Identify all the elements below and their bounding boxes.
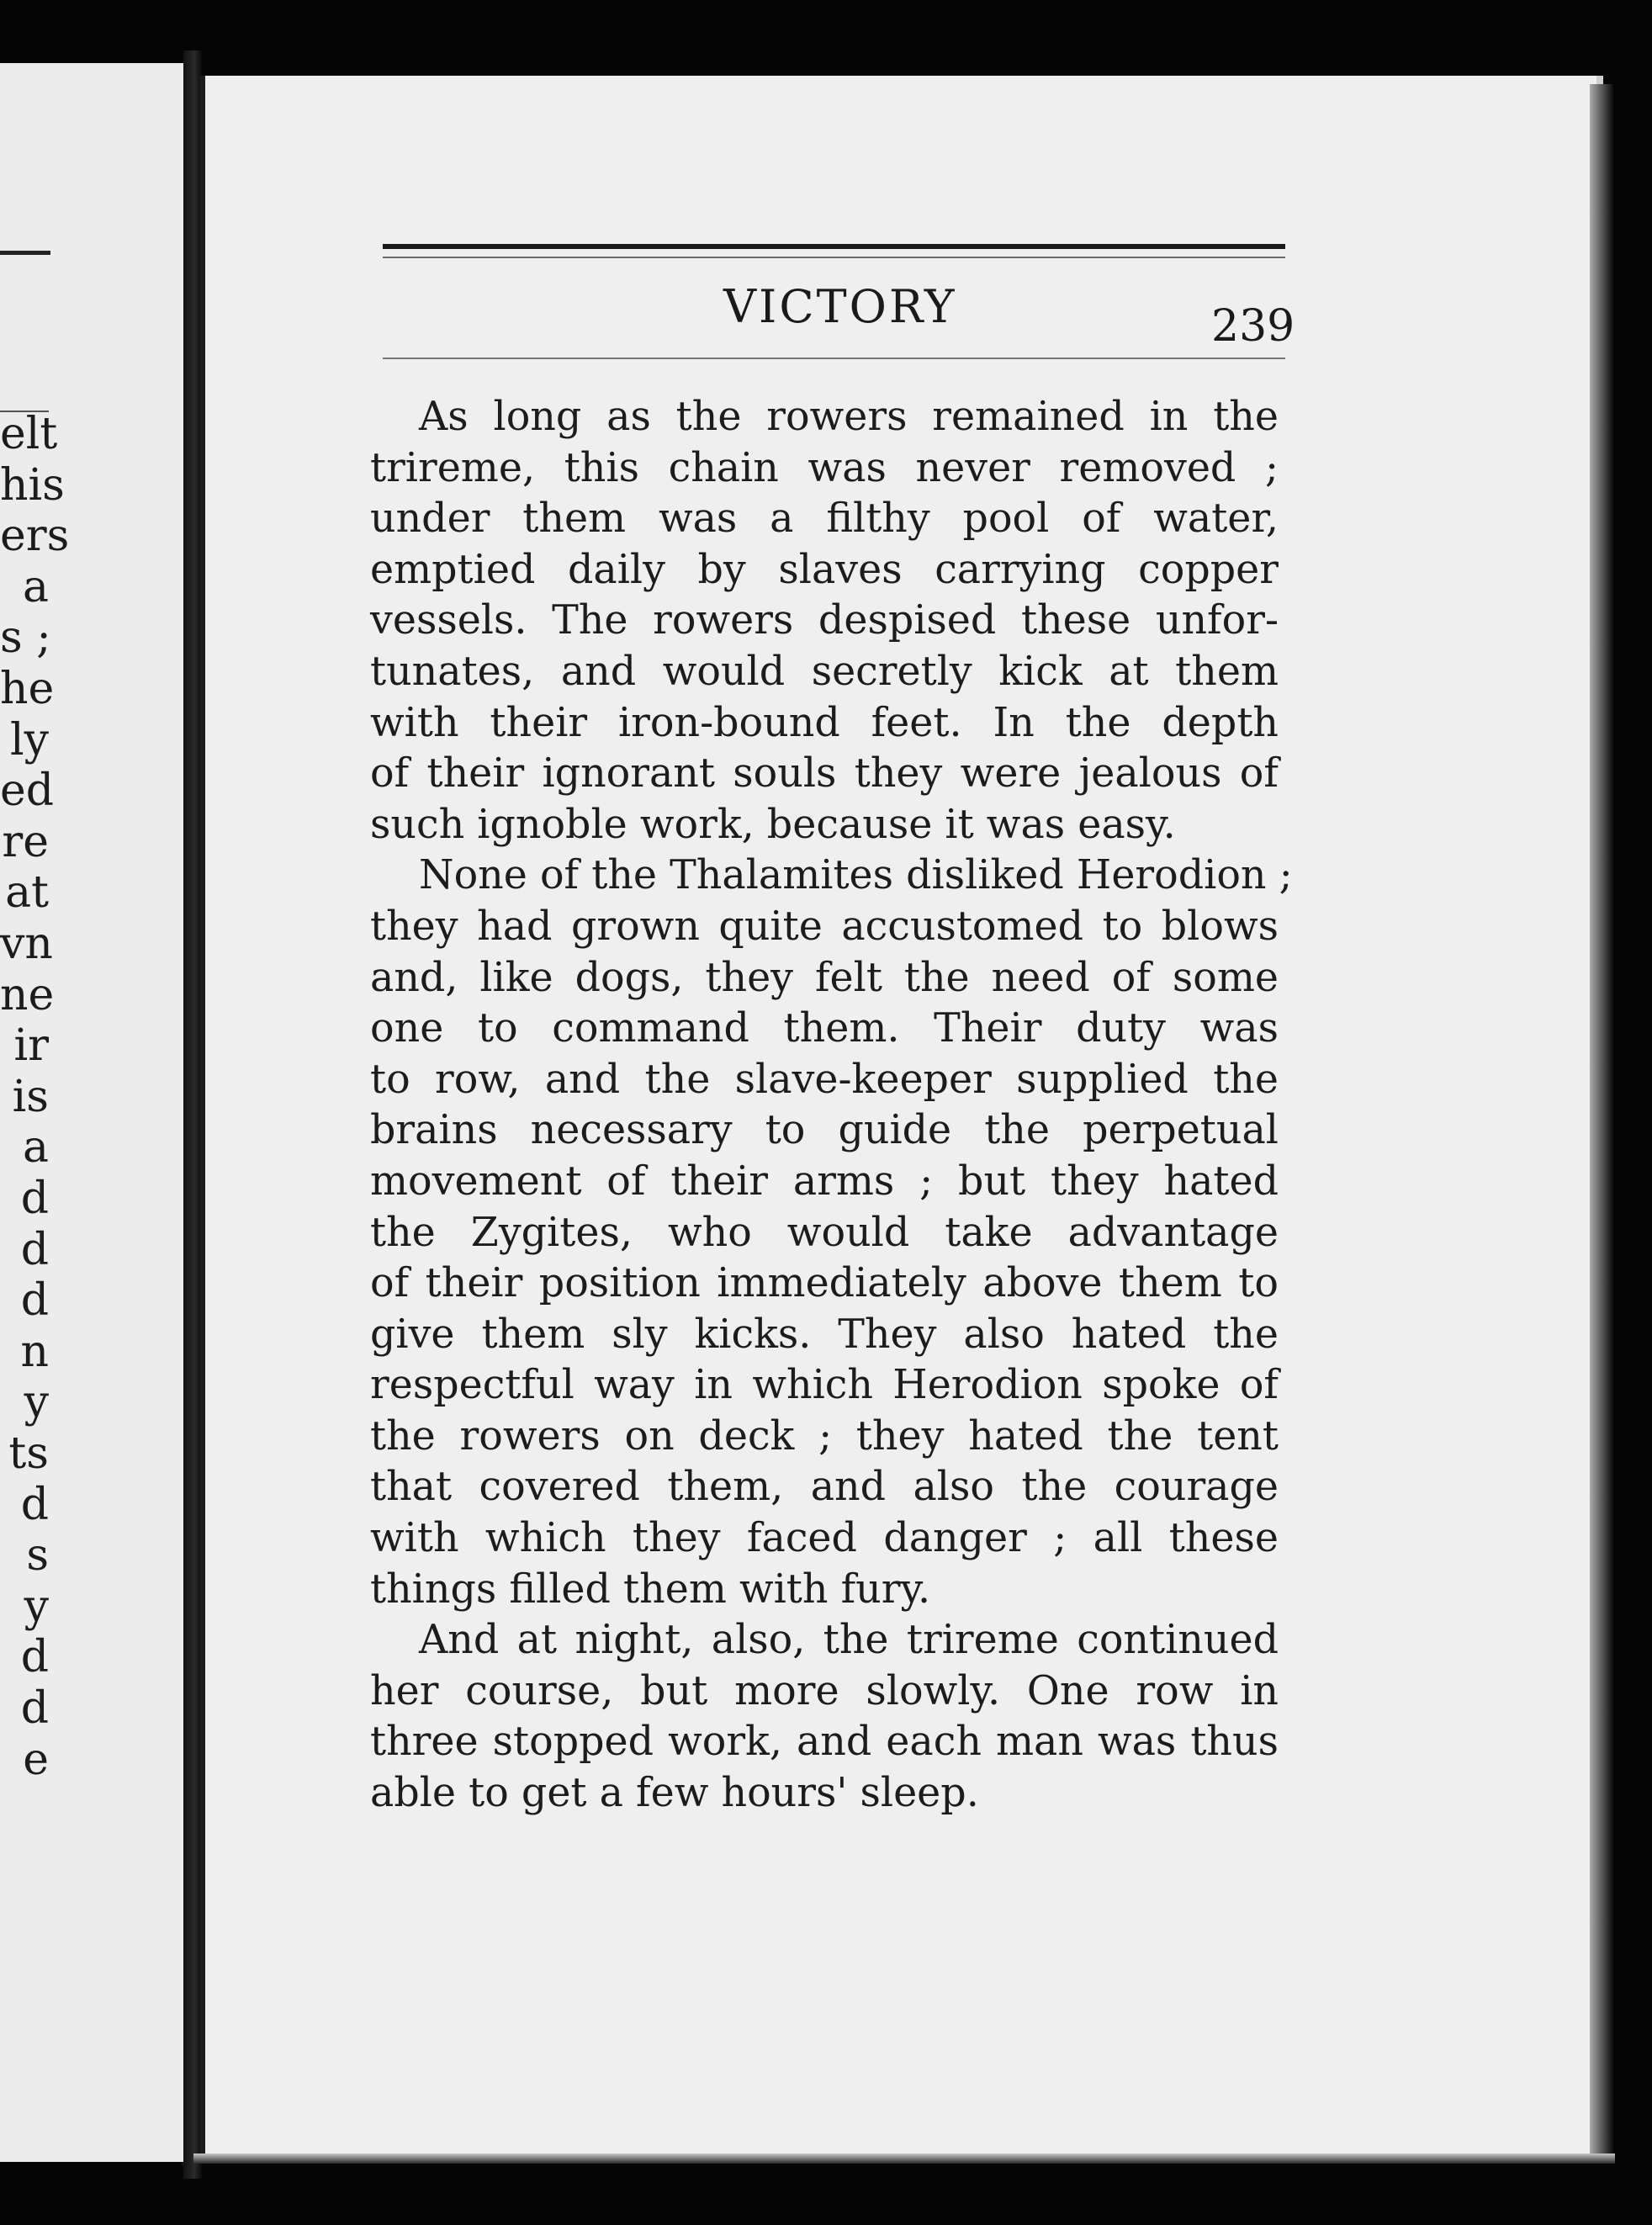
text-line: vessels. The rowers despised these unfor-	[370, 597, 1279, 644]
previous-page-line-fragment: d	[20, 1479, 49, 1530]
text-line: with which they faced danger ; all these	[370, 1515, 1279, 1562]
previous-page-line-fragment: e	[23, 1734, 49, 1785]
text-line: one to command them. Their duty was	[370, 1005, 1279, 1052]
previous-page-line-fragment: s	[26, 1530, 49, 1581]
running-head-rule-bottom	[383, 358, 1285, 359]
text-line: None of the Thalamites disliked Herodion ;	[419, 852, 1293, 899]
running-head-rule-thin	[383, 257, 1285, 258]
previous-page-line-fragment: ly	[9, 714, 49, 766]
previous-page-line-fragment: ts	[8, 1428, 49, 1479]
previous-page	[0, 63, 200, 2162]
running-head-rule-thick	[383, 244, 1285, 249]
text-line: that covered them, and also the courage	[370, 1464, 1279, 1511]
previous-page-line-fragment: ers	[0, 511, 70, 562]
previous-page-line-fragment: re	[2, 816, 49, 867]
text-line: movement of their arms ; but they hated	[370, 1158, 1279, 1205]
text-line: under them was a filthy pool of water,	[370, 495, 1279, 543]
text-line: with their iron-bound feet. In the depth	[370, 699, 1279, 746]
previous-page-line-fragment: a	[22, 561, 49, 612]
text-line: of their ignorant souls they were jealous of	[370, 750, 1279, 797]
body-text	[370, 392, 1293, 1820]
previous-page-line-fragment: s ;	[0, 612, 51, 664]
text-line: give them sly kicks. They also hated the	[370, 1311, 1279, 1358]
previous-page-line-fragment: vn	[0, 919, 53, 969]
page-edge-shadow	[1590, 84, 1615, 2162]
text-line: emptied daily by slaves carrying copper	[370, 546, 1279, 593]
previous-page-line-fragment: ir	[13, 1020, 49, 1072]
previous-page-line-fragment: a	[22, 1122, 49, 1173]
previous-page-line-fragment: d	[20, 1224, 49, 1275]
text-line: the Zygites, who would take advantage	[370, 1209, 1279, 1256]
text-line: three stopped work, and each man was thus	[370, 1719, 1279, 1766]
text-line: of their position immediately above them to	[370, 1260, 1279, 1307]
previous-page-line-fragment: y	[24, 1581, 49, 1632]
text-line: able to get a few hours' sleep.	[370, 1770, 979, 1817]
text-line: trireme, this chain was never removed ;	[370, 444, 1279, 491]
text-line: her course, but more slowly. One row in	[370, 1667, 1279, 1714]
text-line: to row, and the slave-keeper supplied the	[370, 1056, 1279, 1103]
text-line: such ignoble work, because it was easy.	[370, 801, 1176, 848]
previous-page-line-fragment: elt	[0, 409, 58, 459]
book-gutter	[183, 50, 202, 2179]
text-line: and, like dogs, they felt the need of some	[370, 954, 1279, 1001]
page-bottom-edge	[193, 2153, 1615, 2164]
text-line: And at night, also, the trireme continued	[419, 1617, 1279, 1664]
running-head-title: VICTORY	[723, 280, 957, 333]
previous-page-line-fragment: y	[24, 1377, 49, 1428]
text-line: the rowers on deck ; they hated the tent	[370, 1412, 1279, 1459]
text-line: things filled them with fury.	[370, 1565, 931, 1613]
previous-page-line-fragment: d	[20, 1632, 49, 1683]
page-number: 239	[1211, 301, 1295, 352]
text-line: As long as the rowers remained in the	[419, 394, 1279, 440]
text-line: tunates, and would secretly kick at them	[370, 648, 1279, 695]
text-line: brains necessary to guide the perpetual	[370, 1107, 1279, 1154]
text-line: they had grown quite accustomed to blows	[370, 903, 1279, 950]
text-line: respectful way in which Herodion spoke of	[370, 1362, 1279, 1409]
previous-page-text-fragments	[0, 63, 200, 2162]
previous-page-line-fragment: d	[20, 1275, 49, 1327]
previous-page-line-fragment: he	[0, 664, 55, 714]
previous-page-line-fragment: is	[12, 1071, 49, 1122]
previous-page-line-fragment: d	[20, 1173, 49, 1224]
previous-page-line-fragment: his	[0, 459, 65, 511]
previous-page-line-fragment: ed	[0, 766, 55, 817]
previous-page-line-fragment: n	[20, 1326, 49, 1377]
previous-page-line-fragment: at	[5, 867, 49, 919]
previous-page-line-fragment: d	[20, 1683, 49, 1734]
previous-page-line-fragment: ne	[0, 969, 55, 1020]
